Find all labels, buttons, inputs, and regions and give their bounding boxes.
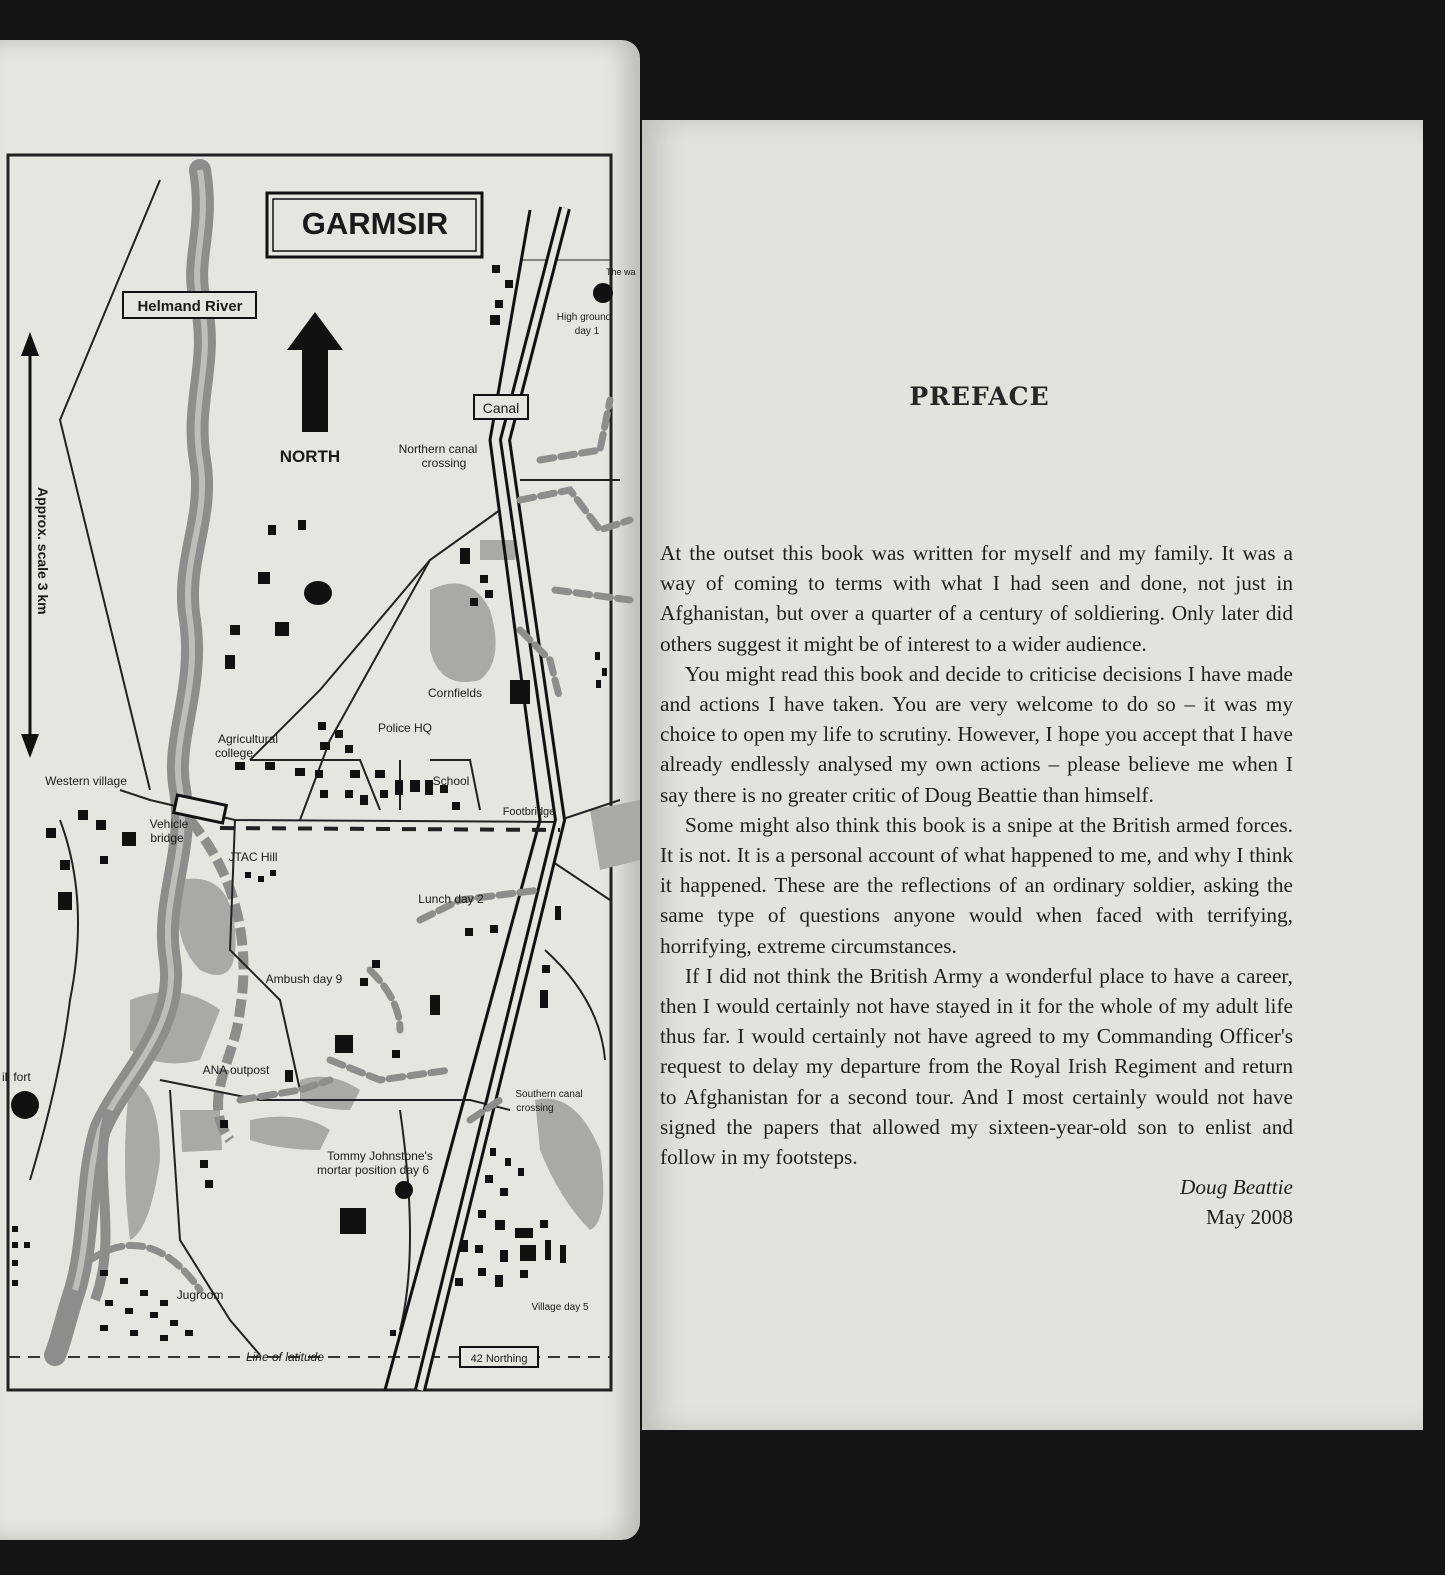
label-tommy-1: Tommy Johnstone's [327,1149,433,1163]
label-canal: Canal [482,400,520,416]
label-line-of-latitude: Line of latitude [245,1350,325,1364]
label-lunch-day2: Lunch day 2 [418,892,484,906]
label-bridge: bridge [150,831,184,845]
preface-paragraph: At the outset this book was written for myself and my family. It was a way of coming to terms with what I had seen and done, not just in Afghanistan, but over a quarter of a century of soldiering. Only later did others suggest it might be of interest to a wider audience. [660,541,1293,656]
left-page-map [0,40,640,1540]
garmsir-map [0,40,640,1540]
label-day1: day 1 [574,326,600,337]
label-southern-canal: Southern canal [515,1089,583,1100]
scale-label: Approx. scale 3 km [35,487,51,615]
label-jugroom: Jugroom [176,1288,224,1302]
label-ill-fort: ill fort [2,1070,31,1084]
right-page-preface [642,120,1423,1430]
preface-date: May 2008 [1206,1205,1293,1230]
label-crossing: crossing [421,456,467,470]
preface-body [660,538,1293,1233]
label-ambush-day9: Ambush day 9 [265,972,343,986]
map-title: GARMSIR [301,206,449,242]
label-the-wa: The wa [606,267,636,277]
label-school: School [432,774,470,788]
label-cornfields: Cornfields [427,686,483,700]
label-northern-canal: Northern canal [398,442,478,456]
label-police-hq: Police HQ [377,721,433,735]
label-northing: 42 Northing [470,1353,528,1365]
label-vehicle: Vehicle [149,817,189,831]
label-high-ground: High ground [556,312,612,323]
north-label: NORTH [279,447,341,466]
label-jtac-hill: JTAC Hill [228,850,278,864]
label-western-village: Western village [45,774,127,788]
label-village-day5: Village day 5 [531,1302,589,1313]
label-agricultural: Agricultural [217,732,279,746]
label-ana-outpost: ANA outpost [202,1063,270,1077]
north-arrow [287,312,343,432]
preface-paragraph: You might read this book and decide to criticise decisions I have made and actions I have taken. You are very welcome to do so – it was my choice to open my life to scrutiny. However, I hope you accept that I have already endlessly analysed my own actions – please believe me when I say there is no greater critic of Doug Beattie than himself. [660,661,1293,807]
author-signature: Doug Beattie [1180,1175,1293,1200]
preface-paragraph: If I did not think the British Army a wonderful place to have a career, then I would certainly not have stayed in it for the whole of my adult life thus far. I would certainly not have agreed to my Commanding Officer's request to delay my departure from the Royal Irish Regiment and return to Afghanistan for a second tour. And I most certainly would not have signed the papers that allowed my sixteen-year-old son to enlist and follow in my footsteps. [660,963,1293,1170]
preface-title: PREFACE [909,382,1050,411]
preface-paragraph: Some might also think this book is a snipe at the British armed forces. It is not. It is a personal account of what happened to me, and why I think it happened. These are the reflections of an ordinary soldier, asking the same type of questions anyone would when faced with terrifying, horrifying, extreme circumstances. [660,812,1293,958]
label-footbridge: Footbridge [502,806,556,818]
label-college: college [214,746,254,760]
label-tommy-2: mortar position day 6 [316,1163,430,1177]
label-helmand-river: Helmand River [137,298,243,315]
label-crossing-2: crossing [516,1103,554,1114]
